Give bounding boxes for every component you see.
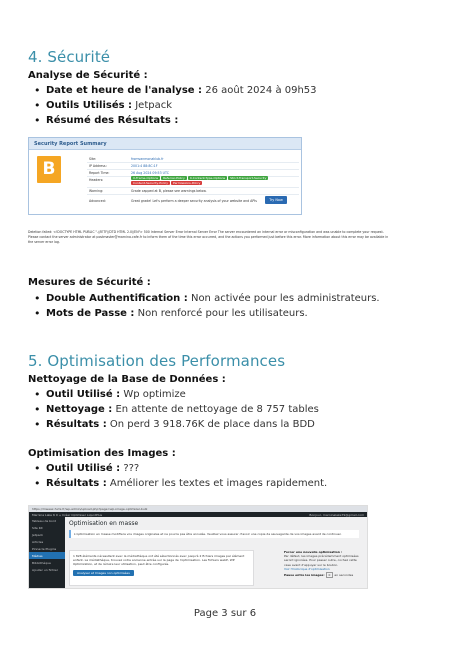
page-title: Optimisation en masse: [69, 520, 139, 527]
images-list: [46, 461, 327, 491]
pause-input[interactable]: 0: [326, 572, 334, 578]
list-item: • Nettoyage : En attente de nettoyage de 8 757 tables: [46, 402, 319, 417]
report-header: Security Report Summary: [29, 138, 301, 150]
subheading-nettoyage: Nettoyage de la Base de Données :: [28, 374, 226, 385]
sidebar-item-articles[interactable]: Articles: [32, 539, 44, 544]
browser-address-bar: https://mwaax-fumi.fr/wp-admin/upload.php?page=wp-image-optimizer-bulk: [29, 506, 367, 512]
list-item: • Résultats : Améliorer les textes et images rapidement.: [46, 476, 327, 491]
tag-ok: Strict-Transport-Security: [230, 176, 267, 180]
scan-images-button[interactable]: Analyser et Images non optimisées: [73, 570, 134, 576]
report-row-label: Report Time:: [89, 171, 110, 175]
deletion-error-text: Deletion failed: <!DOCTYPE HTML PUBLIC "-//IETF//DTD HTML 2.0//EN"> 500 Internal Server Error Internal Server Error The server encountered an internal error or misconfiguration and was unable to complete your request. Please contact the server administrator at postmaster@marnina.cafe.fr to inform them of the time this error occurred, and the actions you performed just before this error. More information about this error may be available in the server error log.: [28, 230, 389, 244]
sidebar-item-site-kit[interactable]: Site Kit: [32, 525, 43, 530]
sidebar-item-add-file[interactable]: Ajouter un fichier: [32, 567, 58, 572]
report-row-label: IP Address:: [89, 164, 107, 168]
sidebar-item-dashboard[interactable]: Tableau de bord: [32, 518, 56, 523]
section-heading-performances: 5. Optimisation des Performances: [28, 352, 286, 370]
wp-admin-bar: Marnina Lake 6 0 + Créer Optimiser LiquidPlus Bonjour, marninalake79@gmail.com: [29, 512, 367, 517]
report-row-label: Headers:: [89, 178, 104, 182]
sidebar-item-library[interactable]: Bibliothèque: [32, 560, 51, 565]
report-row-label: Advanced:: [89, 199, 106, 203]
force-reoptimize-panel: Forcer une nouvelle optimisation : Par défaut, les images précédemment optimisées seront ignorées. Pour passer outre, cochez cette case avant d'appuyer sur le bouton. Voir l'historique d'optimisation Pause entre les images: 0 en secondes: [284, 550, 364, 577]
section-heading-securite: 4. Sécurité: [28, 48, 111, 66]
analyse-list: [46, 83, 317, 128]
grade-badge: B: [37, 156, 61, 183]
nettoyage-list: [46, 387, 319, 432]
tag-ok: X-Frame-Options: [133, 176, 159, 180]
subheading-analyse: Analyse de Sécurité :: [28, 70, 148, 81]
wp-bulk-optimizer-screenshot: [28, 505, 368, 589]
warning-notice: L'optimisation en masse modifiera vos images originales et ne pourra pas être annulée. Veuillez vous assurer d'avoir une copie de sauvegarde de vos images avant de continuer.: [69, 530, 359, 538]
list-item: • Outil Utilisé : ???: [46, 461, 327, 476]
tag-bad: Content-Security-Policy: [133, 181, 168, 185]
list-item: • Mots de Passe : Non renforcé pour les utilisateurs.: [46, 306, 380, 321]
divider: [87, 169, 299, 170]
list-item: • Outil Utilisé : Wp optimize: [46, 387, 319, 402]
page-number: Page 3 sur 6: [193, 608, 257, 619]
report-row-label: Warning:: [89, 189, 104, 193]
mesures-list: [46, 291, 380, 321]
try-now-button[interactable]: Try Now: [265, 196, 287, 204]
list-item: • Résumé des Résultats :: [46, 113, 317, 128]
report-row-value: 2001:4 88:8C:1F: [131, 164, 158, 168]
sidebar-item-medias[interactable]: Médias: [29, 552, 65, 559]
tag-ok: X-Content-Type-Options: [189, 176, 226, 180]
history-link[interactable]: Voir l'historique d'optimisation: [284, 566, 330, 571]
wp-sidebar-menu: [29, 517, 65, 588]
report-row-value: 26 Aug 2024 09:53 UTC: [131, 171, 169, 175]
list-item: • Double Authentification : Non activée pour les administrateurs.: [46, 291, 380, 306]
report-row-label: Site:: [89, 157, 97, 161]
sidebar-item-jetpack[interactable]: Jetpack: [32, 532, 44, 537]
subheading-mesures: Mesures de Sécurité :: [28, 277, 151, 288]
list-item: • Outils Utilisés : Jetpack: [46, 98, 317, 113]
sidebar-item-plugins[interactable]: Pinnacle Plugins: [32, 546, 57, 551]
security-report-summary: [28, 137, 302, 215]
divider: [87, 162, 299, 163]
list-item: • Résultats : On perd 3 918.76K de place dans la BDD: [46, 417, 319, 432]
report-row-value: Great grade! Let's perform a deeper security analysis of your website and APIs: [131, 199, 257, 203]
divider: [87, 187, 299, 188]
report-row-value: fromvanmonaklub.fr: [131, 157, 164, 161]
divider: [87, 194, 299, 195]
wp-main-content: [69, 520, 365, 588]
report-row-value: Grade capped at B, please see warnings below.: [131, 189, 207, 193]
bulk-panel: 1 828 éléments nécessitent avec la médiathèque ont été sélectionnés avec jusqu'à 2 fichiers images par élément enfant. La médiathèque, trouvez votre ancienne entrée sur la page de l'optimisation. Les fichiers webP, WP Optimization, et de réduire leur utilisation, peut être configurés. Analyser et Images non optimisées: [69, 550, 254, 586]
tag-bad: Permissions-Policy: [173, 181, 201, 185]
admin-bar-user: Bonjour, marninalake79@gmail.com: [309, 513, 364, 517]
list-item: • Date et heure de l'analyse : 26 août 2024 à 09h53: [46, 83, 317, 98]
subheading-images: Optimisation des Images :: [28, 448, 176, 459]
tag-ok: Referrer-Policy: [163, 176, 185, 180]
header-tags: [131, 176, 269, 186]
